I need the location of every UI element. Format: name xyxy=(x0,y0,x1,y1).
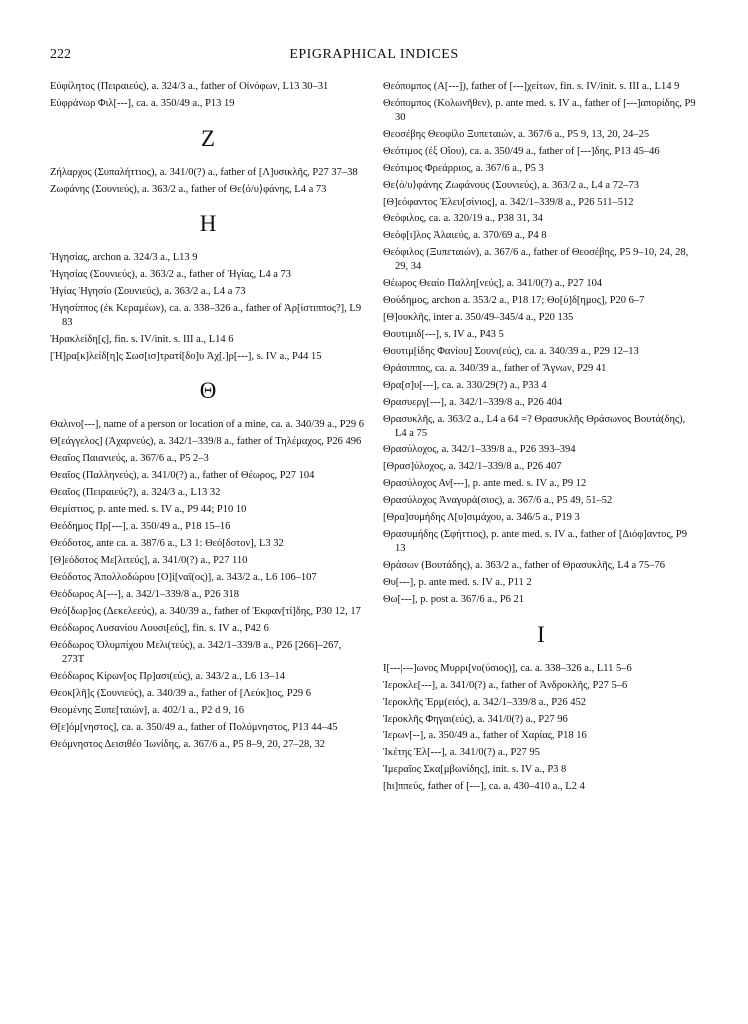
index-entry: Θρα[σ]υ[---], ca. a. 330/29(?) a., P33 4 xyxy=(383,379,547,391)
index-entry: Ἱκέτης Ἐλ[---], a. 341/0(?) a., P27 95 xyxy=(383,747,540,759)
page-header xyxy=(50,47,698,67)
index-entry: [hι]ππεύς, father of [---], ca. a. 430–410 a., L2 4 xyxy=(383,781,585,793)
index-entry: Θεόπομπος (Κολωνῆθεν), p. ante med. s. IV a., father of [---]απορίδης, P9 30 xyxy=(383,97,696,123)
index-entry: Ἡγησίππος (ἐκ Κεραμέων), ca. a. 338–326 a., father of Ἀρ[ίστιππος?], L9 83 xyxy=(50,303,362,328)
section-letter-heading: Θ xyxy=(199,378,217,404)
index-entry: Θεόδωρος Λυσανίου Λουσι[εύς], fin. s. IV a., P42 6 xyxy=(50,623,269,635)
index-entry: Θεόφ[ι]λος Ἁλαιεύς, a. 370/69 a., P4 8 xyxy=(383,230,547,242)
index-entry: Θρασύλοχος Αν[---], p. ante med. s. IV a., P9 12 xyxy=(383,478,587,490)
section-letter-heading: H xyxy=(199,211,217,237)
index-entry: Ἡρακλείδη[ς], fin. s. IV/init. s. III a., L14 6 xyxy=(50,333,234,345)
index-entry: Θαλινο[---], name of a person or location of a mine, ca. a. 340/39 a., P29 6 xyxy=(50,419,364,431)
index-entry: Ζήλαρχος (Συπαλήττιος), a. 341/0(?) a., father of [Λ]υσικλῆς, P27 37–38 xyxy=(50,166,358,178)
index-entry: Θράσιππος, ca. a. 340/39 a., father of Ἄγνων, P29 41 xyxy=(383,362,607,374)
index-entry: [Θρασ]ύλοχος, a. 342/1–339/8 a., P26 407 xyxy=(383,461,562,473)
index-entry: Θούδημος, archon a. 353/2 a., P18 17; Θο[ύ]δ[ημος], P20 6–7 xyxy=(383,295,645,307)
index-entry: Θε⟨ό/υ⟩φάνης Ζωφάνους (Σουνιεύς), a. 363/2 a., L4 a 72–73 xyxy=(383,179,639,191)
index-entry: Θρασύλοχος Ἀναγυρά(σιος), a. 367/6 a., P5 49, 51–52 xyxy=(383,495,613,507)
index-entry: Θ[ε]όμ[νηστος], ca. a. 350/49 a., father of Πολύμνηστος, P13 44–45 xyxy=(50,721,338,733)
index-entry: Θεόφιλος (Ξυπεταιών), a. 367/6 a., father of Θεοσέβης, P5 9–10, 24, 28, 29, 34 xyxy=(383,247,689,273)
running-title: EPIGRAPHICAL INDICES xyxy=(289,47,459,62)
index-entry: Θυ[---], p. ante med. s. IV a., P11 2 xyxy=(383,576,532,588)
index-entry: [Θ]εόφαντος Ἐλευ[σίνιος], a. 342/1–339/8 a., P26 511–512 xyxy=(383,196,634,208)
index-entry: Θεόδοτος, ante ca. a. 387/6 a., L3 1: Θεό[δοτον], L3 32 xyxy=(50,538,284,550)
index-entry: Ἡγίας Ἡγησίο (Σουνιεύς), a. 363/2 a., L4 a 73 xyxy=(50,286,246,298)
index-entry: Θ[εάγγελος] (Ἀχαρνεύς), a. 342/1–339/8 a., father of Τηλέμαχος, P26 496 xyxy=(50,436,362,448)
index-entry: Θέωρος Θεαίο Παλλη[νεύς], a. 341/0(?) a., P27 104 xyxy=(383,278,603,290)
right-column xyxy=(383,80,699,797)
index-entry: Θεομένης Ξυπε[ταιών], a. 402/1 a., P2 d 9, 16 xyxy=(50,704,244,716)
index-entry: Θουτιμιδ[---], s. IV a., P43 5 xyxy=(383,328,504,340)
index-entry: Ἡγησίας (Σουνιεύς), a. 363/2 a., father of Ἡγίας, L4 a 73 xyxy=(50,269,292,281)
index-entry: [Θ]εόδοτος Με[λιτεύς], a. 341/0(?) a., P27 110 xyxy=(50,555,248,567)
index-entry: Θω[---], p. post a. 367/6 a., P6 21 xyxy=(383,593,525,605)
index-entry: [Θρα]συμήδης Λ[υ]σιμάχου, a. 346/5 a., P19 3 xyxy=(383,512,580,524)
index-entry: Ἱεροκλῆς Φηγαι(εύς), a. 341/0(?) a., P27 96 xyxy=(383,713,568,725)
index-entry: Θεαῖος (Πειραιεύς?), a. 324/3 a., L13 32 xyxy=(50,487,221,499)
index-entry: Ἱεροκλε[---], a. 341/0(?) a., father of Ἀνδροκλῆς, P27 5–6 xyxy=(383,679,628,691)
index-entry: Θεόπομπος (Α[---]), father of [---]χείτων, fin. s. IV/init. s. III a., L14 9 xyxy=(383,81,680,92)
index-entry: Θεόδημος Πρ[---], a. 350/49 a., P18 15–16 xyxy=(50,521,231,533)
section-letter-heading: I xyxy=(537,621,545,647)
index-entry: Ἱμεραῖος Σκα[μβωνίδης], init. s. IV a., P3 8 xyxy=(383,764,567,776)
index-entry: Θεοσέβης Θεοφίλο Ξυπεταιών, a. 367/6 a., P5 9, 13, 20, 24–25 xyxy=(383,128,650,140)
index-entry: Θεότιμος Φρεάρριος, a. 367/6 a., P5 3 xyxy=(383,162,544,174)
index-entry: Θράσων (Βουτάδης), a. 363/2 a., father of Θρασυκλῆς, L4 a 75–76 xyxy=(383,559,666,571)
index-entry: Ζωφάνης (Σουνιεύς), a. 363/2 a., father of Θε⟨ό/υ⟩φάνης, L4 a 73 xyxy=(50,183,327,195)
index-entry: Θεόδωρος Α[---], a. 342/1–339/8 a., P26 318 xyxy=(50,589,239,601)
index-entry: Θουτιμ[ίδης Φανίου] Σουνι(εύς), ca. a. 340/39 a., P29 12–13 xyxy=(383,345,639,357)
index-entry: Θεότιμος (ἐξ Οἴου), ca. a. 350/49 a., father of [---]δης, P13 45–46 xyxy=(383,145,660,157)
page-number: 222 xyxy=(50,47,71,62)
index-entry: Θεαῖος Παιανιεύς, a. 367/6 a., P5 2–3 xyxy=(50,453,209,465)
index-entry: Θεόδωρος Ὀλυμπίχου Μελι(τεύς), a. 342/1–339/8 a., P26 [266]–267, 273T xyxy=(50,640,342,665)
section-letter-heading: Z xyxy=(200,125,216,151)
index-entry: Θεόφιλος, ca. a. 320/19 a., P38 31, 34 xyxy=(383,213,543,225)
index-entry: Θεόδωρος Κίρων[ος Πρ]ασι(εύς), a. 343/2 a., L6 13–14 xyxy=(50,670,286,682)
index-entry: Θεαῖος (Παλληνεύς), a. 341/0(?) a., father of Θέωρος, P27 104 xyxy=(50,470,315,482)
index-entry: [Ἡ]ρα[κ]λείδ[η]ς Σωσ[ισ]τρατί[δο]υ Ἀχ[.]ρ[---], s. IV a., P44 15 xyxy=(50,350,322,362)
index-entry: Ἱεροκλῆς Ἑρμ(ειός), a. 342/1–339/8 a., P26 452 xyxy=(383,696,586,708)
index-entry: Θεόδοτος Ἀπολλοδώρου [Ο]ἰ[ναῖ(ος)], a. 343/2 a., L6 106–107 xyxy=(50,572,317,584)
index-entry: Θρασυεργ[---], a. 342/1–339/8 a., P26 404 xyxy=(383,396,563,408)
index-entry: Εὐφίλητος (Πειραιεύς), a. 324/3 a., father of Οἰνόφων, L13 30–31 xyxy=(50,81,329,92)
index-entry: Θρασυκλῆς, a. 363/2 a., L4 a 64 =? Θρασυκλῆς Θράσωνος Βουτά(δης), L4 a 75 xyxy=(383,413,686,439)
index-entry: Ι[---|---]ωνος Μυρρι[νο(ύσιος)], ca. a. 338–326 a., L11 5–6 xyxy=(383,662,632,674)
index-entry: Θεμίστιος, p. ante med. s. IV a., P9 44; P10 10 xyxy=(50,504,247,516)
index-entry: Θρασυμήδης (Σφήττιος), p. ante med. s. IV a., father of [Διόφ]αντος, P9 13 xyxy=(383,529,688,554)
index-entry: Θεοκ[λῆ]ς (Σουνιεύς), a. 340/39 a., father of [Λεύκ]ιος, P29 6 xyxy=(50,687,311,699)
index-entry: Θεό[δωρ]ος (Δεκελεεύς), a. 340/39 a., father of Ἐκφαν[τί]δης, P30 12, 17 xyxy=(50,606,361,618)
left-column xyxy=(50,80,366,755)
index-entry: Ἡγησίας, archon a. 324/3 a., L13 9 xyxy=(50,252,198,264)
index-entry: Ἱερων[--], a. 350/49 a., father of Χαρίας, P18 16 xyxy=(383,730,587,742)
index-entry: [Θ]ουκλῆς, inter a. 350/49–345/4 a., P20 135 xyxy=(383,312,574,323)
index-entry: Θρασύλοχος, a. 342/1–339/8 a., P26 393–394 xyxy=(383,444,576,456)
index-entry: Εὐφράνωρ Φιλ[---], ca. a. 350/49 a., P13 19 xyxy=(50,97,235,109)
index-entry: Θεόμνηστος Δεισιθέο Ἰωνίδης, a. 367/6 a., P5 8–9, 20, 27–28, 32 xyxy=(50,738,325,750)
